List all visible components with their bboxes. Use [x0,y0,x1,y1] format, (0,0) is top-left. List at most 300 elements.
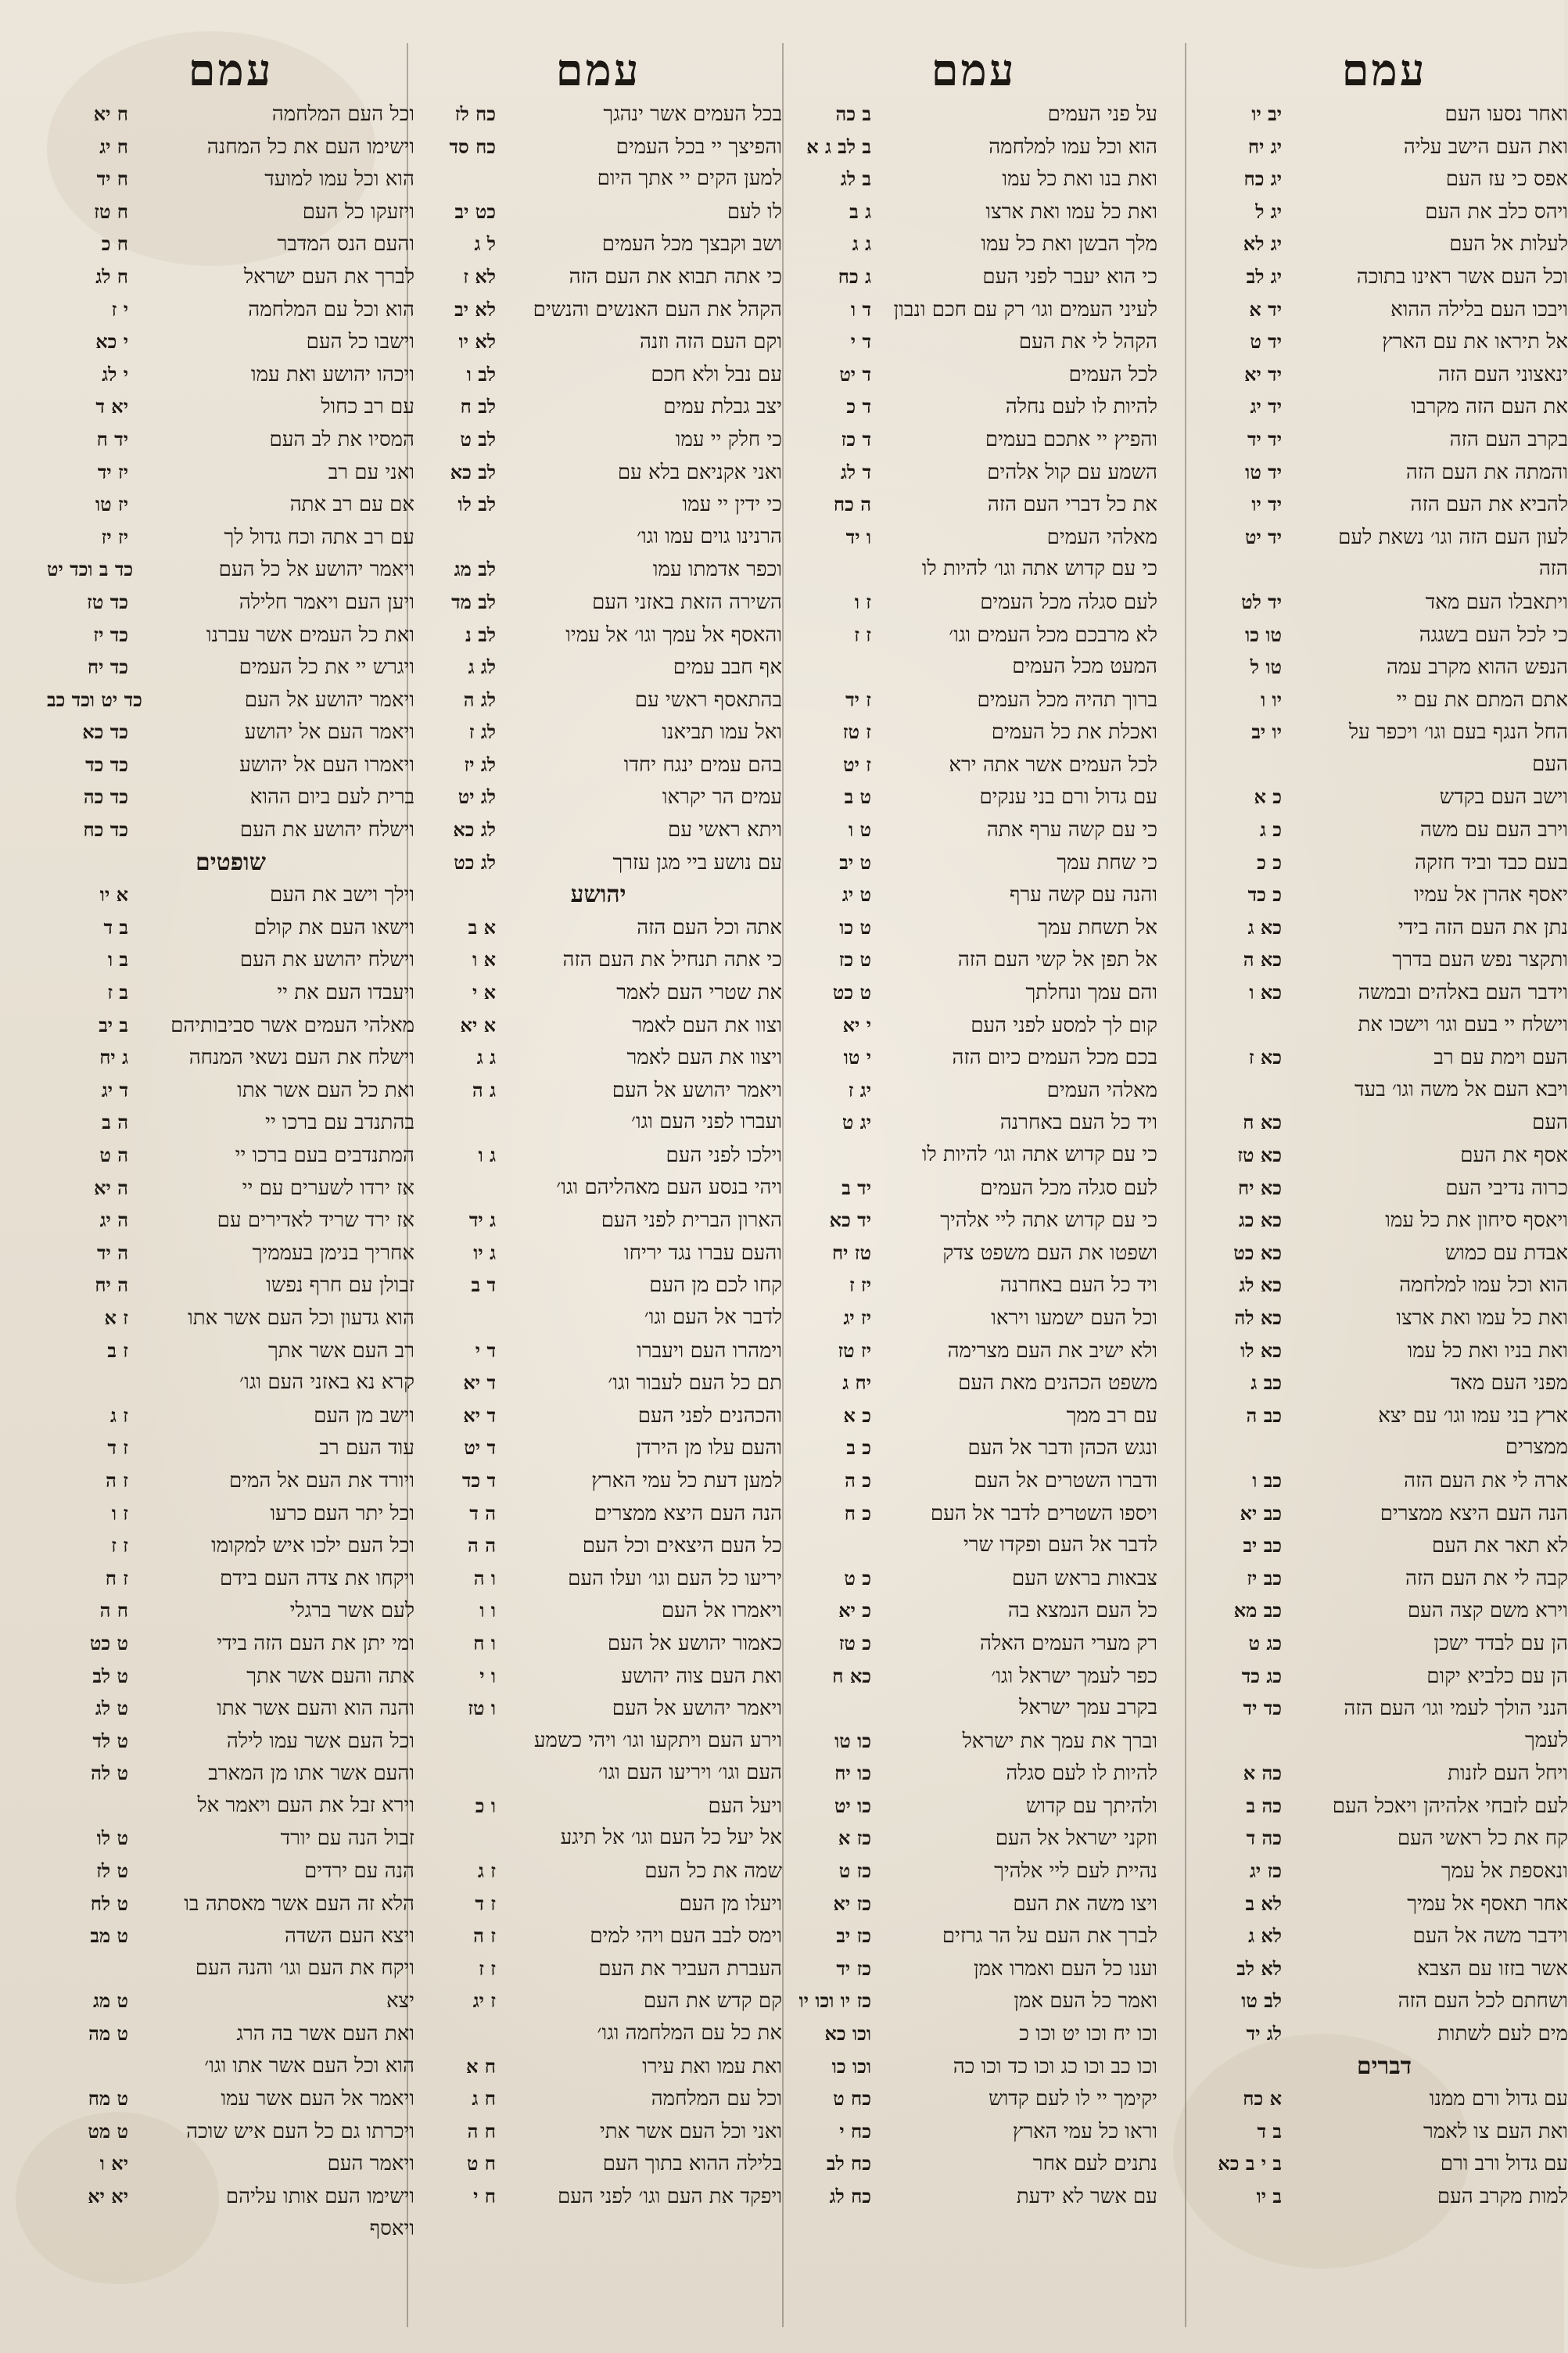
concordance-entry [1200,619,1568,652]
verse-reference: ח ג [472,2087,496,2111]
entry-text: וצוו את העם לאמר [632,1013,782,1037]
entry-text: רק מערי העמים האלה [980,1631,1157,1655]
entry-text: עם גדול ורם ממנו [1429,2087,1568,2111]
entry-text: ויאמר יהושע אל העם [612,1697,782,1721]
concordance-entry [414,1497,782,1530]
verse-reference: ט מט [88,2119,128,2143]
entry-text: ואת העם אשר בה הרג [236,2022,414,2046]
concordance-entry [790,1985,1157,2017]
verse-reference: יד יט [1245,525,1282,548]
column-heading: עמם [188,45,274,96]
column-1 [1200,43,1568,2327]
entry-text: ואת בניו ואת כל עמו [1407,1338,1568,1363]
concordance-entry [414,1237,782,1270]
entry-text: אל תפן אל קשי העם הזה [957,948,1157,972]
concordance-entry [790,423,1157,456]
verse-reference: יג לב [1246,264,1282,288]
verse-reference: ח יד [96,167,128,191]
concordance-entry [47,1302,414,1335]
concordance-entry [1200,1692,1568,1725]
verse-reference: וכו כא [824,2022,871,2046]
entry-text: עם נבל ולא חכם [651,362,782,386]
concordance-entry [47,1692,414,1725]
concordance-entry [47,781,414,814]
concordance-entry [47,293,414,326]
entry-text: ממצרים [1505,1435,1568,1460]
entry-text: בהתנדב עם ברכו יי [265,1111,414,1135]
concordance-entry [1200,423,1568,456]
entry-text: ואחר נסעו העם [1444,102,1568,126]
entry-text: קם קדש את העם [643,1989,782,2014]
verse-reference: יב יו [1251,102,1282,125]
concordance-entry [1200,1725,1568,1758]
concordance-entry [47,1335,414,1367]
entry-text: בקרב העם הזה [1449,427,1568,451]
verse-reference: ח ה [99,1599,128,1622]
entry-text: וילך וישב את העם [270,883,414,907]
concordance-entry [414,325,782,358]
entry-text: ויספו השטרים לדבר אל העם [930,1501,1157,1525]
entry-text: ויהי בנסע העם מאהליהם וגו׳ [556,1175,782,1199]
verse-reference: ח ט [466,2152,496,2175]
entry-text: מאלהי העמים [1046,525,1157,549]
verse-reference: יו ו [1261,688,1282,711]
concordance-entry [47,716,414,749]
verse-reference: יז יג [843,1306,871,1329]
concordance-entry [790,1888,1157,1920]
entry-text: כל העם היצאים וכל העם [582,1534,782,1558]
entry-text: כי עם קדוש אתה וגו׳ להיות לו [921,557,1157,581]
verse-reference: ו ה [473,1566,496,1590]
entry-text: ושב וקבצך מכל העמים [601,232,782,257]
entry-text: ואני עם רב [328,460,414,484]
entry-text: ויורד את העם אל המים [229,1468,414,1493]
verse-reference: כד טז [87,590,128,613]
entry-text: כי הוא יעבר לפני העם [982,264,1157,289]
verse-reference: כד כא [82,720,128,744]
concordance-entry [1200,1790,1568,1823]
entry-text: וירא משם קצה העם [1407,1599,1568,1623]
concordance-entry [47,98,414,131]
verse-reference: ח יג [99,135,128,158]
verse-reference: ה ד [469,1501,496,1525]
column-heading: עמם [555,45,641,96]
concordance-entry [47,1725,414,1758]
verse-reference: וכו כו [831,2054,871,2078]
entry-text: ולהיתך עם קדוש [1025,1794,1157,1818]
concordance-entry [1200,1041,1568,1074]
verse-reference: ח א [466,2054,496,2078]
concordance-entry [790,1009,1157,1042]
verse-reference: כו טו [834,1729,871,1752]
concordance-entry [790,1790,1157,1823]
concordance-entry [47,1009,414,1042]
concordance-entry [790,1725,1157,1758]
entry-text: זבול הנה עם יורד [280,1827,414,1851]
verse-reference: ט כז [838,948,871,972]
concordance-entry [1200,1335,1568,1367]
verse-reference: לב נ [465,623,496,646]
verse-reference: כה א [1243,1762,1282,1785]
entry-text: וילכו לפני העם [666,1144,782,1167]
verse-reference: כ א [843,1403,871,1427]
entry-list [1200,98,1568,2213]
entry-text: וענו כל העם ואמרו אמן [973,1956,1157,1981]
concordance-entry [47,911,414,944]
book-section-heading [414,878,782,911]
entry-text: בעם כבד וביד חזקה [1414,850,1568,875]
verse-reference: יג ל [1255,199,1282,223]
entry-text: וכל העם אשר עמו לילה [226,1729,414,1753]
verse-reference: ט לד [92,1729,128,1752]
verse-reference: ט לג [95,1697,128,1720]
verse-reference: א ו [472,948,496,972]
concordance-entry [790,1660,1157,1693]
entry-text: ואת העם צו לאמר [1423,2119,1568,2143]
entry-text: המתנדבים בעם ברכו יי [235,1144,414,1167]
concordance-entry [414,1204,782,1237]
verse-reference: ט לו [96,1827,128,1850]
entry-text: וכל העם המלחמה [271,102,414,126]
verse-reference: כ ב [846,1436,871,1460]
verse-reference: ט מח [88,2087,128,2111]
concordance-entry [1200,1920,1568,1952]
entry-text: השירה הזאת באזני העם [592,590,782,614]
verse-reference: ז ג [110,1403,128,1427]
concordance-entry [47,2147,414,2180]
verse-reference: ג כח [838,264,871,288]
concordance-entry [790,1139,1157,1172]
verse-reference: ו יד [845,525,871,548]
entry-text: לברך את העם על הר גרזים [942,1924,1157,1949]
book-section-heading [47,846,414,879]
concordance-entry [414,716,782,749]
verse-reference: ז יד [845,688,871,711]
concordance-entry [414,1367,782,1399]
concordance-entry [1200,2180,1568,2213]
concordance-entry [47,749,414,781]
entry-text: לעון העם הזה וגו׳ נשאת לעם [1338,525,1568,549]
entry-text: שופטים [196,848,266,876]
concordance-entry [790,1074,1157,1107]
entry-text: להביא את העם הזה [1410,493,1568,517]
verse-reference: ז ב [107,1338,128,1362]
concordance-entry [1200,1432,1568,1464]
concordance-entry [790,586,1157,619]
concordance-entry [790,1529,1157,1562]
entry-text: יהושע [570,881,626,909]
verse-reference: ב י ב כא [1218,2152,1282,2175]
entry-text: בהתאסף ראשי עם [634,688,782,712]
verse-reference: כא טז [1237,1144,1282,1166]
concordance-entry [47,976,414,1009]
verse-reference: ג ג [476,1046,496,1069]
entry-text: אתה וכל העם הזה [637,915,782,939]
concordance-entry [790,2050,1157,2083]
entry-text: לא מרבכם מכל העמים וגו׳ [949,623,1157,647]
concordance-entry [47,1985,414,2017]
concordance-entry [414,1041,782,1074]
entry-text: הנה עם ירדים [304,1859,414,1884]
concordance-entry [1200,390,1568,423]
entry-text: מים לעם לשתות [1437,2022,1568,2046]
entry-text: אל יעל כל העם וגו׳ אל תיגע [560,1826,782,1850]
concordance-entry [790,553,1157,586]
concordance-entry [1200,1562,1568,1595]
entry-text: העם [1532,752,1568,776]
concordance-entry [1200,293,1568,326]
concordance-entry [47,553,414,586]
entry-text: לא תאר את העם [1431,1534,1568,1558]
verse-reference: כד יט וכד כב [47,688,142,711]
verse-reference: ד יג [101,1078,128,1101]
concordance-entry [1200,488,1568,521]
verse-reference: כח סד [449,135,496,158]
concordance-entry [1200,196,1568,228]
entry-text: ואת כל עמו ואת ארצו [985,199,1157,224]
entry-text: לעם סגלה מכל העמים [980,1176,1157,1200]
entry-text: ויאמר אל העם אשר עמו [221,2087,414,2111]
verse-reference: כז יא [833,1891,871,1915]
concordance-entry [47,521,414,554]
verse-reference: לב לו [457,493,496,516]
verse-reference: ט לה [91,1762,128,1785]
entry-text: כי ידין יי עמו [682,493,782,517]
verse-reference: כד כה [83,785,128,809]
entry-text: מאלהי העמים אשר סביבותיהם [170,1013,414,1037]
entry-text: וידבר משה אל העם [1412,1924,1568,1949]
column-rule [782,43,784,2327]
concordance-entry [414,1106,782,1139]
entry-text: כרוה נדיבי העם [1445,1176,1568,1200]
entry-text: אתה והעם אשר אתך [246,1664,414,1688]
concordance-entry [790,1627,1157,1660]
verse-reference: ה יא [94,1176,128,1199]
verse-reference: כו יט [834,1794,871,1817]
verse-reference: ז יג [472,1989,496,2013]
entry-text: ויתא ראשי עם [668,818,782,842]
verse-reference: ד כד [461,1468,496,1492]
entry-text: ויאמרו אל העם [661,1599,782,1623]
verse-reference: יד ח [96,427,128,451]
verse-reference: א כח [1243,2087,1282,2111]
concordance-entry [47,131,414,163]
verse-reference: ז יט [843,753,871,776]
entry-text: ומי יתן את העם הזה בידי [217,1631,414,1655]
entry-text: ואת העם הישב עליה [1403,135,1568,159]
verse-reference: יד יו [1251,493,1282,516]
entry-text: ויכרתו גם כל העם איש שוכה [186,2119,414,2143]
verse-reference: לג ה [463,688,496,711]
entry-text: וכל העם ילכו איש למקומו [211,1534,414,1558]
verse-reference: ז ז [479,1956,496,1980]
concordance-entry [1200,553,1568,586]
verse-reference: כא ז [1248,1046,1282,1069]
verse-reference: ז ח [105,1566,128,1590]
entry-text: וידבר העם באלהים ובמשה [1358,981,1568,1005]
concordance-entry [790,2147,1157,2180]
entry-list [790,98,1157,2213]
entry-text: והעם עלו מן הירדן [636,1436,782,1460]
verse-reference: ה ב [102,1111,128,1134]
entry-list [414,98,782,2213]
entry-text: את כל עם המלחמה וגו׳ [597,2021,782,2046]
concordance-entry [414,1269,782,1302]
column-3 [414,43,782,2327]
concordance-entry [47,1920,414,1952]
verse-reference: ז ו [111,1501,128,1525]
concordance-entry [790,260,1157,293]
entry-text: הנה העם היצא ממצרים [594,1501,782,1525]
concordance-entry [47,390,414,423]
verse-reference: לא יב [454,297,496,321]
concordance-entry [414,1302,782,1335]
concordance-entry [414,1692,782,1725]
entry-text: קחו לכם מן העם [649,1273,782,1298]
concordance-entry [47,1464,414,1497]
concordance-entry [47,1888,414,1920]
entry-text: כל העם הנמצא בה [1007,1599,1157,1623]
concordance-entry [1200,2147,1568,2180]
concordance-entry [1200,358,1568,391]
entry-text: הקהל את העם האנשים והנשים [533,297,782,322]
concordance-entry [790,1204,1157,1237]
entry-text: הן עם לבדד ישכן [1433,1631,1568,1655]
concordance-entry [47,423,414,456]
verse-reference: כד יח [87,656,128,679]
entry-text: כפר לעמך ישראל וגו׳ [991,1664,1157,1688]
concordance-entry [790,1399,1157,1432]
verse-reference: ח ה [467,2119,496,2143]
entry-text: עם אשר לא ידעת [1016,2185,1157,2208]
entry-text: ויעל העם [708,1794,782,1818]
concordance-entry [1200,1757,1568,1790]
entry-text: עם רב כחול [321,395,414,419]
column-heading: עמם [1341,45,1427,96]
concordance-entry [1200,1822,1568,1855]
concordance-entry [47,1822,414,1855]
entry-text: וירע העם ויתקעו וגו׳ ויהי כשמע [533,1728,782,1752]
entry-text: יקימך יי לו לעם קדוש [989,2087,1157,2111]
verse-reference: לג כט [454,850,496,874]
entry-text: ברית לעם ביום ההוא [249,785,414,810]
concordance-entry [47,358,414,391]
concordance-entry [414,390,782,423]
entry-text: הוא וכל עם המלחמה [248,297,414,322]
verse-reference: כא לו [1240,1338,1282,1362]
verse-reference: כב יב [1243,1534,1282,1557]
verse-reference: ט יג [841,883,871,907]
entry-text: תם כל העם לעבור וגו׳ [608,1371,782,1396]
verse-reference: כ כד [1247,883,1282,907]
verse-reference: יו יב [1251,720,1282,744]
entry-text: לו לעם [727,199,782,224]
concordance-entry [790,976,1157,1009]
verse-reference: כז יג [1250,1859,1282,1883]
entry-text: וכו כב וכו כג וכו כד וכו כה [953,2054,1157,2078]
entry-text: ויזעקו כל העם [302,199,414,224]
column-2 [790,43,1157,2327]
verse-reference: ז ד [475,1891,496,1915]
verse-reference: כד ב וכד יט [47,558,134,581]
entry-text: עמים הר יקראו [662,785,782,810]
verse-reference: ב ד [1257,2119,1282,2143]
concordance-entry [47,1106,414,1139]
entry-text: אתם המתם את עם יי [1396,688,1568,712]
concordance-entry [790,1172,1157,1205]
verse-reference: כה ב [1246,1794,1282,1817]
entry-text: ויצוו את העם לאמר [626,1046,782,1070]
verse-reference: ט כו [839,915,871,939]
verse-reference: כ א [1254,785,1282,809]
entry-text: עם גדול ורב ורם [1440,2152,1568,2176]
concordance-entry [1200,878,1568,911]
entry-text: אז ירד שריד לאדירים עם [217,1209,414,1233]
entry-text: למען דעת כל עמי הארץ [591,1468,782,1493]
verse-reference: כב ה [1246,1403,1282,1427]
verse-reference: לב ט [460,427,496,451]
verse-reference: ז ה [473,1924,496,1948]
verse-reference: ט ו [849,818,871,842]
entry-text: הנה העם היצא ממצרים [1380,1501,1568,1525]
verse-reference: כז יו וכו יו [798,1989,871,2013]
entry-text: והמתה את העם הזה [1405,460,1568,484]
verse-reference: כח לז [454,102,496,125]
entry-text: נתנים לעם אחר [1032,2152,1157,2176]
concordance-entry [47,2115,414,2148]
verse-reference: ד ב [471,1273,496,1297]
entry-text: כי עם קשה ערף אתה [986,818,1157,842]
entry-text: וכל עם המלחמה [651,2087,782,2111]
verse-reference: כא ו [1249,981,1282,1004]
verse-reference: ה יד [97,1241,128,1264]
concordance-entry [414,2082,782,2115]
concordance-entry [1200,716,1568,749]
verse-reference: יא ו [99,2152,128,2175]
verse-reference: ב ו [107,948,128,972]
verse-reference: טו כו [1245,623,1282,646]
verse-reference: ג ה [472,1078,496,1101]
entry-text: המסיו את לב העם [269,427,414,451]
verse-reference: ב ד [103,915,128,939]
concordance-entry [414,423,782,456]
concordance-entry [414,2115,782,2148]
concordance-entry [790,1497,1157,1530]
entry-text: העם וגו׳ ויריעו העם וגו׳ [597,1761,782,1785]
verse-reference: ז ז [111,1534,128,1557]
concordance-entry [790,1822,1157,1855]
entry-text: והפיץ יי אתכם בעמים [985,427,1157,451]
entry-text: וישבו כל העם [306,330,414,354]
entry-text: למען הקים יי אתך היום [597,167,782,191]
concordance-entry [1200,684,1568,717]
concordance-entry [414,521,782,554]
entry-text: את העם הזה מקרבו [1411,395,1568,419]
concordance-entry [47,2082,414,2115]
concordance-entry [790,814,1157,846]
concordance-entry [790,1302,1157,1335]
concordance-entry [414,2017,782,2050]
entry-text: והנה הוא והעם אשר אתו [217,1697,414,1721]
entry-text: ועברו לפני העם וגו׳ [631,1110,782,1134]
entry-text: אז ירדו לשערים עם יי [242,1176,414,1200]
verse-reference: ו ח [473,1631,496,1654]
concordance-entry [414,1562,782,1595]
entry-text: עוד העם רב [319,1436,414,1460]
verse-reference: לא יו [458,330,496,354]
concordance-entry [414,651,782,684]
verse-reference: כא כג [1238,1209,1282,1232]
